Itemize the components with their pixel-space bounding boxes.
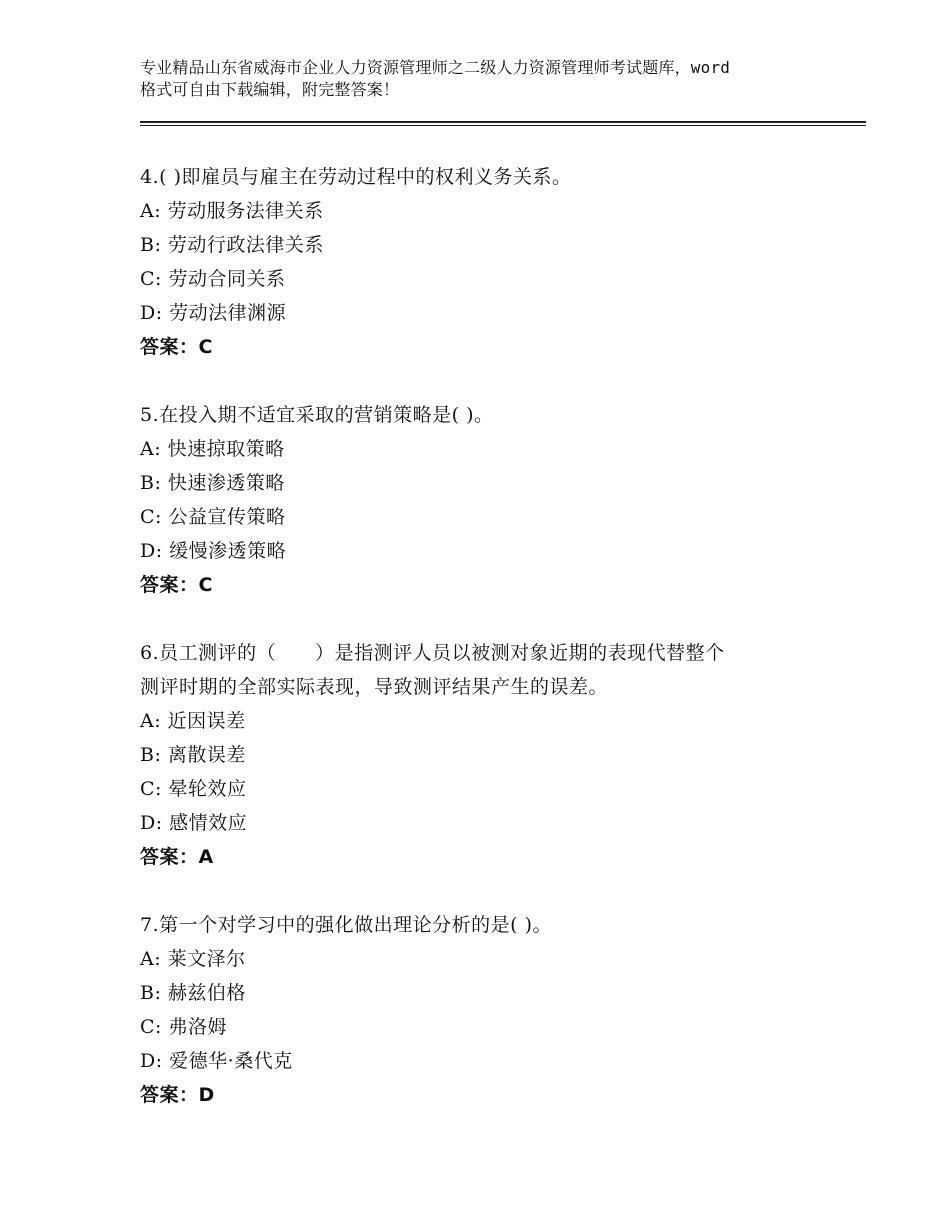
question-stem: 4.( )即雇员与雇主在劳动过程中的权利义务关系。 [140, 166, 572, 188]
option-b: B: 劳动行政法律关系 [140, 234, 324, 256]
option-c: C: 劳动合同关系 [140, 268, 286, 290]
question-stem-line-1: 6.员工测评的（ ）是指测评人员以被测对象近期的表现代替整个 [140, 642, 725, 664]
option-d: D: 缓慢渗透策略 [140, 540, 287, 562]
header-divider-top [140, 121, 866, 123]
option-a: A: 快速掠取策略 [140, 438, 285, 460]
answer-value: A [198, 846, 214, 868]
option-b: B: 离散误差 [140, 744, 246, 766]
option-c: C: 弗洛姆 [140, 1016, 227, 1038]
header-line-2: 格式可自由下载编辑，附完整答案！ [140, 80, 400, 99]
question-7 [140, 908, 860, 1112]
header-line-1: 专业精品山东省威海市企业人力资源管理师之二级人力资源管理师考试题库，word [140, 58, 731, 77]
question-stem: 5.在投入期不适宜采取的营销策略是( )。 [140, 404, 494, 426]
option-a: A: 莱文泽尔 [140, 948, 246, 970]
answer-value: C [198, 574, 213, 596]
answer-value: C [198, 336, 213, 358]
answer-label: 答案： [140, 574, 199, 596]
option-b: B: 快速渗透策略 [140, 472, 285, 494]
question-6 [140, 636, 860, 874]
option-c: C: 晕轮效应 [140, 778, 247, 800]
answer-line [140, 568, 860, 602]
question-5 [140, 398, 860, 602]
option-d: D: 劳动法律渊源 [140, 302, 287, 324]
answer-label: 答案： [140, 1084, 199, 1106]
header-divider-bottom [140, 125, 866, 126]
answer-line [140, 330, 860, 364]
question-stem-line-2: 测评时期的全部实际表现，导致测评结果产生的误差。 [140, 676, 609, 698]
question-list [140, 160, 860, 1146]
document-header [140, 57, 860, 101]
answer-line [140, 1078, 860, 1112]
answer-label: 答案： [140, 336, 199, 358]
answer-label: 答案： [140, 846, 199, 868]
option-c: C: 公益宣传策略 [140, 506, 286, 528]
question-4 [140, 160, 860, 364]
question-stem: 7.第一个对学习中的强化做出理论分析的是( )。 [140, 914, 552, 936]
option-d: D: 爱德华·桑代克 [140, 1050, 293, 1072]
option-d: D: 感情效应 [140, 812, 248, 834]
option-a: A: 劳动服务法律关系 [140, 200, 324, 222]
option-b: B: 赫兹伯格 [140, 982, 246, 1004]
answer-value: D [198, 1084, 215, 1106]
option-a: A: 近因误差 [140, 710, 246, 732]
answer-line [140, 840, 860, 874]
